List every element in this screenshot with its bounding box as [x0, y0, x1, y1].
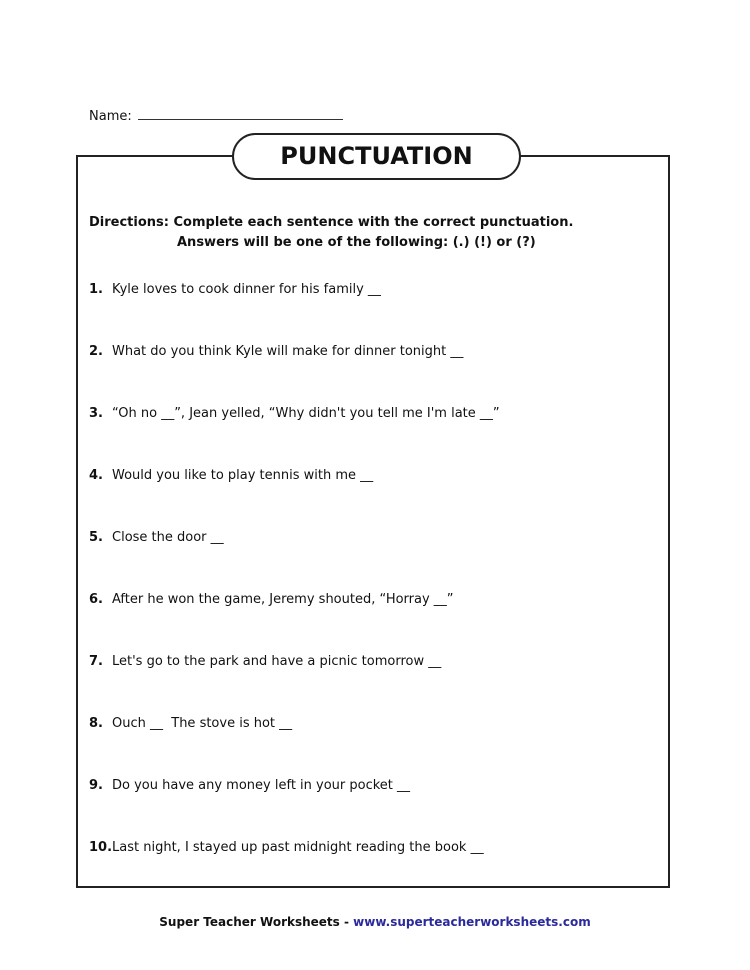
- question-item: [89, 778, 410, 793]
- question-text: Let's go to the park and have a picnic tomorrow __: [112, 654, 442, 669]
- question-text: Would you like to play tennis with me __: [112, 468, 374, 483]
- question-item: [89, 654, 441, 669]
- question-number: 3.: [89, 406, 103, 421]
- question-number: 4.: [89, 468, 103, 483]
- name-blank-line[interactable]: [138, 107, 343, 120]
- question-text: “Oh no __”, Jean yelled, “Why didn't you tell me I'm late __”: [112, 406, 500, 421]
- question-text: What do you think Kyle will make for dinner tonight __: [112, 344, 464, 359]
- question-text: Ouch __ The stove is hot __: [112, 716, 293, 731]
- name-label: Name:: [89, 109, 132, 124]
- question-item: [89, 716, 292, 731]
- question-number: 5.: [89, 530, 103, 545]
- question-number: 1.: [89, 282, 103, 297]
- footer: [0, 915, 750, 929]
- question-number: 7.: [89, 654, 103, 669]
- question-number: 9.: [89, 778, 103, 793]
- question-item: [89, 344, 463, 359]
- question-number: 8.: [89, 716, 103, 731]
- page-title: PUNCTUATION: [232, 133, 521, 180]
- directions: [89, 213, 573, 253]
- question-item: [89, 406, 500, 421]
- footer-brand: Super Teacher Worksheets -: [159, 915, 354, 929]
- question-item: [89, 592, 454, 607]
- name-field: [89, 107, 343, 124]
- question-text: Last night, I stayed up past midnight reading the book __: [112, 840, 484, 855]
- question-text: Do you have any money left in your pocket __: [112, 778, 411, 793]
- question-number: 2.: [89, 344, 103, 359]
- question-text: Close the door __: [112, 530, 224, 545]
- question-item: [89, 282, 381, 297]
- question-text: After he won the game, Jeremy shouted, “Horray __”: [112, 592, 454, 607]
- question-item: [89, 840, 484, 855]
- directions-line-1: Directions: Complete each sentence with the correct punctuation.: [89, 215, 574, 230]
- question-number: 6.: [89, 592, 103, 607]
- footer-url-link[interactable]: www.superteacherworksheets.com: [353, 915, 591, 929]
- question-item: [89, 530, 224, 545]
- question-number: 10.: [89, 840, 113, 855]
- directions-line-2: Answers will be one of the following: (.) (!) or (?): [177, 235, 536, 250]
- question-text: Kyle loves to cook dinner for his family __: [112, 282, 381, 297]
- question-item: [89, 468, 373, 483]
